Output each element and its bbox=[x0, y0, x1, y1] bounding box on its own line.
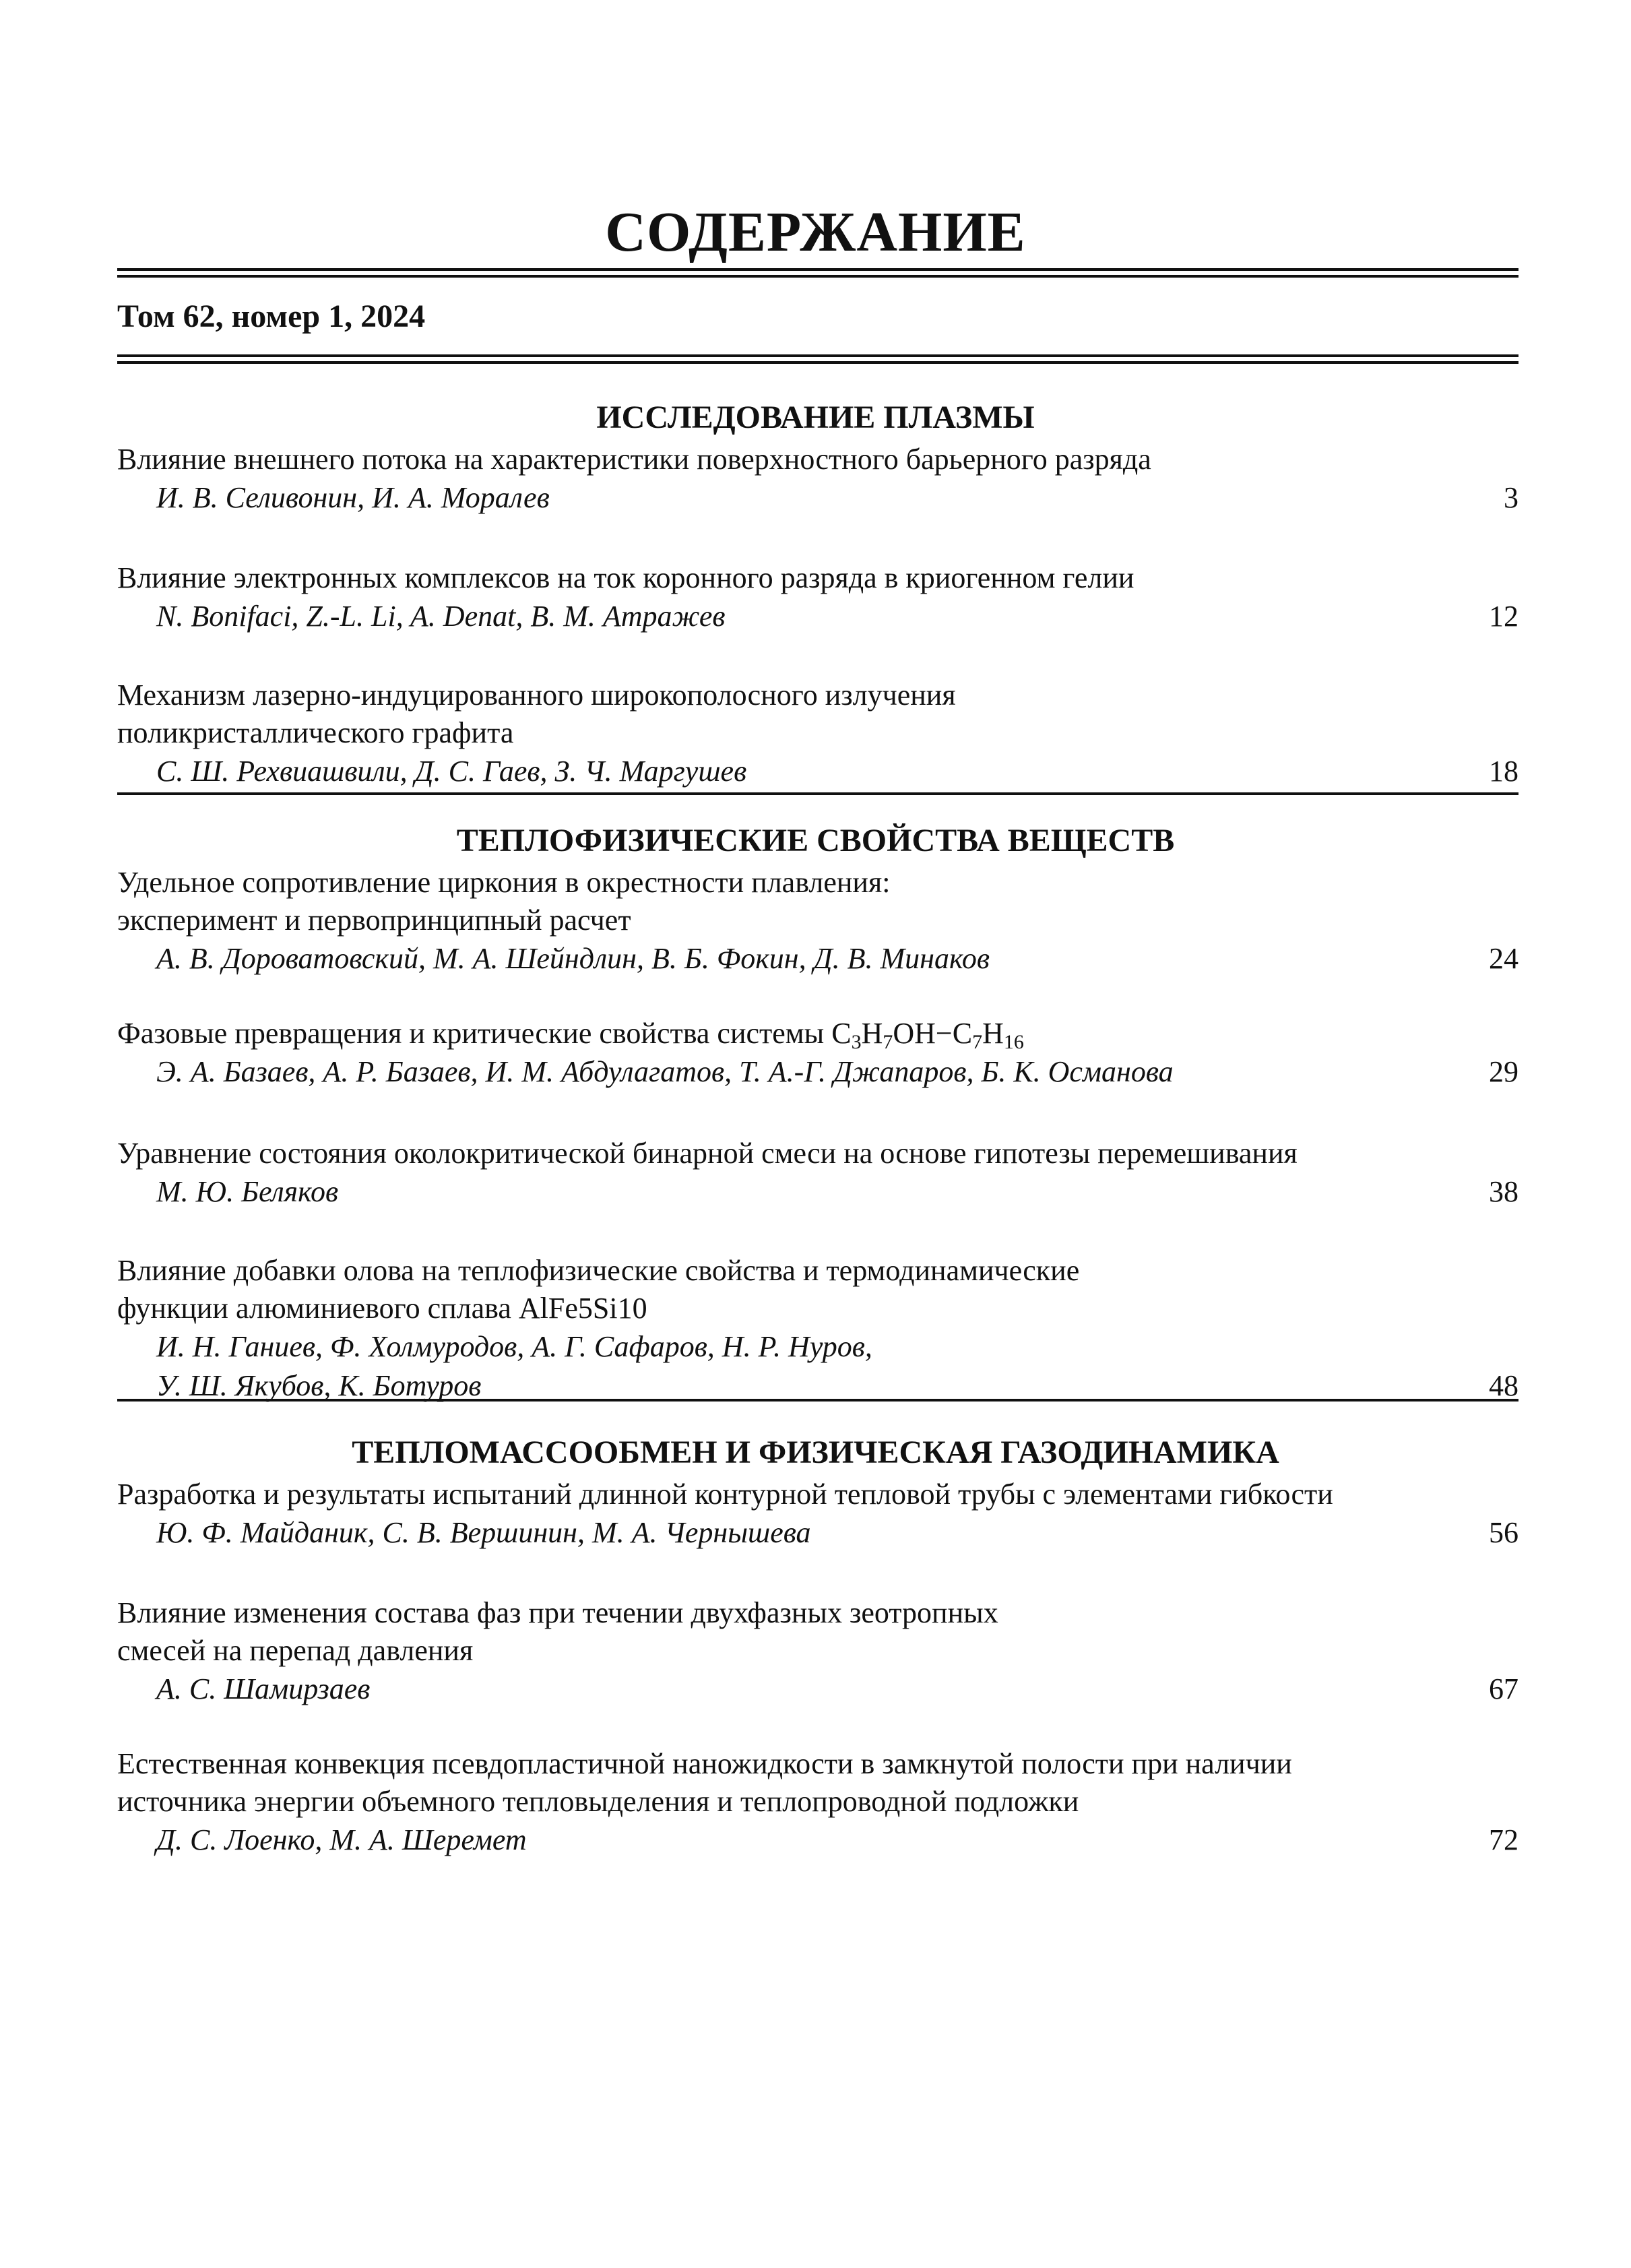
entry-title-line bbox=[117, 1015, 1518, 1052]
section-title-plasma: ИССЛЕДОВАНИЕ ПЛАЗМЫ bbox=[596, 400, 1035, 435]
section-divider bbox=[117, 792, 1518, 795]
entry-title-line: эксперимент и первопринципный расчет bbox=[117, 904, 631, 937]
entry-title-text: Фазовые превращения и критические свойства системы bbox=[117, 1017, 832, 1050]
entry-page-number: 24 bbox=[1489, 942, 1518, 975]
chemical-formula: $C_3H_7OH-C_7H_{16}$ bbox=[831, 1017, 1024, 1053]
entry-page-number: 3 bbox=[1504, 481, 1518, 514]
entry-authors: У. Ш. Якубов, К. Ботуров bbox=[156, 1369, 482, 1402]
entry-title bbox=[117, 1015, 1518, 1052]
toc-entry[interactable] bbox=[117, 441, 1518, 517]
volume-info: Том 62, номер 1, 2024 bbox=[117, 298, 426, 334]
entry-title-line: Разработка и результаты испытаний длинной контурной тепловой трубы с элементами гибкости bbox=[117, 1478, 1333, 1511]
entry-authors: N. Bonifaci, Z.-L. Li, A. Denat, В. М. Атражев bbox=[156, 600, 726, 633]
entry-page-number: 29 bbox=[1489, 1055, 1518, 1088]
entry-title bbox=[117, 559, 1518, 597]
entry-title-line: Естественная конвекция псевдопластичной наножидкости в замкнутой полости при наличии bbox=[117, 1747, 1292, 1780]
entry-page-number: 67 bbox=[1489, 1672, 1518, 1705]
toc-entry[interactable] bbox=[117, 676, 1518, 791]
entry-page-number: 56 bbox=[1489, 1516, 1518, 1549]
section-title-heat-mass-transfer: ТЕПЛОМАССООБМЕН И ФИЗИЧЕСКАЯ ГАЗОДИНАМИКА bbox=[352, 1435, 1279, 1470]
toc-entry[interactable] bbox=[117, 1135, 1518, 1211]
entry-page-number: 12 bbox=[1489, 600, 1518, 633]
entry-title bbox=[117, 1476, 1518, 1513]
entry-authors: Д. С. Лоенко, М. А. Шеремет bbox=[156, 1823, 527, 1856]
entry-title bbox=[117, 676, 1518, 752]
section-divider bbox=[117, 1399, 1518, 1401]
toc-entry[interactable] bbox=[117, 559, 1518, 636]
entry-page-number: 48 bbox=[1489, 1369, 1518, 1402]
toc-entry[interactable] bbox=[117, 1252, 1518, 1406]
entry-title-line: источника энергии объемного тепловыделения и теплопроводной подложки bbox=[117, 1785, 1079, 1818]
entry-authors: М. Ю. Беляков bbox=[156, 1175, 339, 1208]
entry-title-line: функции алюминиевого сплава AlFe5Si10 bbox=[117, 1292, 647, 1325]
entry-page-number: 38 bbox=[1489, 1175, 1518, 1208]
header-rule-top bbox=[117, 268, 1518, 278]
toc-entry[interactable] bbox=[117, 1476, 1518, 1552]
entry-title bbox=[117, 864, 1518, 939]
entry-authors: С. Ш. Рехвиашвили, Д. С. Гаев, З. Ч. Маргушев bbox=[156, 755, 747, 788]
entry-title-line: Влияние внешнего потока на характеристики поверхностного барьерного разряда bbox=[117, 443, 1151, 476]
entry-title-line: поликристаллического графита bbox=[117, 716, 514, 749]
entry-page-number: 72 bbox=[1489, 1823, 1518, 1856]
entry-authors: И. В. Селивонин, И. А. Моралев bbox=[156, 481, 550, 514]
section-title-thermophysical: ТЕПЛОФИЗИЧЕСКИЕ СВОЙСТВА ВЕЩЕСТВ bbox=[456, 823, 1175, 858]
entry-title bbox=[117, 441, 1518, 478]
entry-title bbox=[117, 1594, 1518, 1670]
entry-title bbox=[117, 1135, 1518, 1172]
entry-title-line: смесей на перепад давления bbox=[117, 1634, 474, 1667]
page-title: СОДЕРЖАНИЕ bbox=[605, 201, 1026, 263]
entry-title bbox=[117, 1745, 1518, 1821]
header-rule-bottom bbox=[117, 354, 1518, 364]
entry-title-line: Удельное сопротивление циркония в окрестности плавления: bbox=[117, 866, 891, 899]
entry-title-line: Влияние изменения состава фаз при течении двухфазных зеотропных bbox=[117, 1596, 998, 1629]
entry-title-line: Влияние добавки олова на теплофизические свойства и термодинамические bbox=[117, 1254, 1080, 1287]
toc-entry[interactable] bbox=[117, 1594, 1518, 1709]
toc-entry[interactable] bbox=[117, 1015, 1518, 1092]
entry-authors: Ю. Ф. Майданик, С. В. Вершинин, М. А. Чернышева bbox=[156, 1516, 811, 1549]
toc-entry[interactable] bbox=[117, 1745, 1518, 1860]
entry-page-number: 18 bbox=[1489, 755, 1518, 788]
entry-authors: А. С. Шамирзаев bbox=[156, 1672, 371, 1705]
entry-authors: Э. А. Базаев, А. Р. Базаев, И. М. Абдулагатов, Т. А.-Г. Джапаров, Б. К. Османова bbox=[156, 1055, 1174, 1088]
entry-title-line: Уравнение состояния околокритической бинарной смеси на основе гипотезы перемешивания bbox=[117, 1137, 1298, 1170]
entry-title-line: Механизм лазерно-индуцированного широкополосного излучения bbox=[117, 679, 956, 712]
entry-authors: А. В. Дороватовский, М. А. Шейндлин, В. Б. Фокин, Д. В. Минаков bbox=[156, 942, 990, 975]
entry-authors: И. Н. Ганиев, Ф. Холмуродов, А. Г. Сафаров, Н. Р. Нуров, bbox=[156, 1330, 872, 1363]
entry-title bbox=[117, 1252, 1518, 1327]
toc-entry[interactable] bbox=[117, 864, 1518, 978]
entry-title-line: Влияние электронных комплексов на ток коронного разряда в криогенном гелии bbox=[117, 561, 1134, 594]
